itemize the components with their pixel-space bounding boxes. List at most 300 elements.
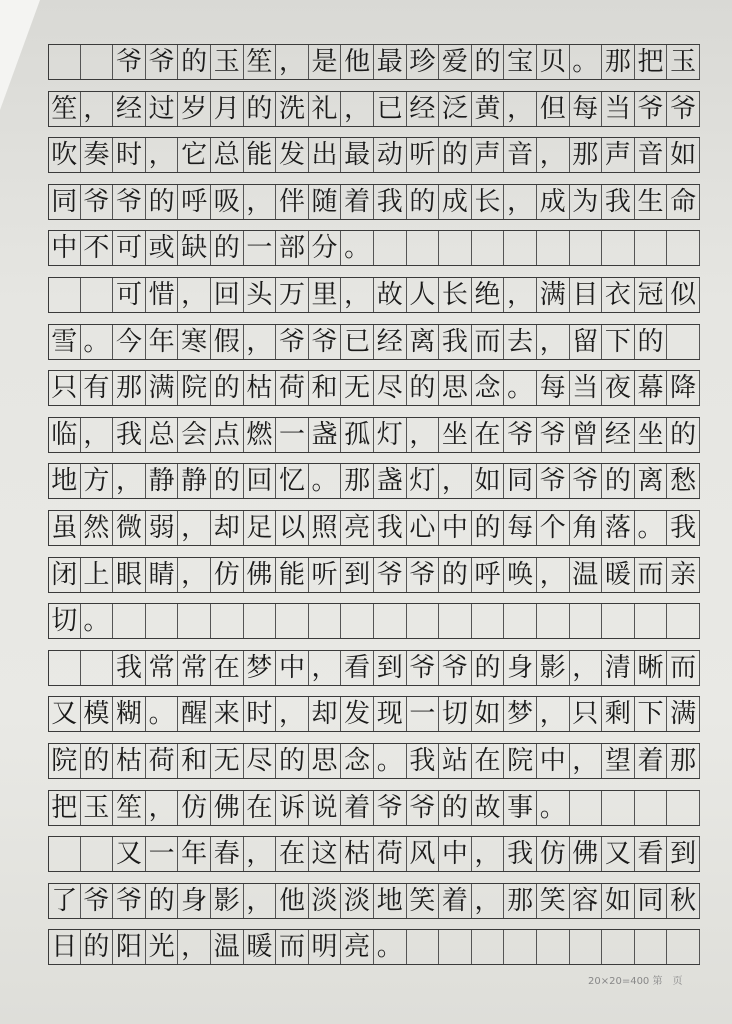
grid-cell: 寒 [178,325,211,359]
grid-cell: 那 [504,884,537,918]
grid-cell: 的 [472,511,505,545]
grid-cell: 故 [472,791,505,825]
grid-cell: 梦 [244,651,277,685]
grid-cell: 成 [439,185,472,219]
grid-cell: 爷 [146,45,179,79]
grid-cell: 我 [504,837,537,871]
grid-cell: 爷 [113,185,146,219]
grid-cell: 它 [178,138,211,172]
grid-row [48,650,700,686]
grid-cell [439,231,472,265]
grid-cell [48,651,81,685]
grid-cell: 爷 [635,92,668,126]
grid-cell: 着 [439,884,472,918]
grid-cell: 离 [407,325,440,359]
grid-cell: 和 [178,744,211,778]
grid-cell: 。 [309,464,342,498]
grid-cell [81,278,114,312]
grid-cell: 坐 [635,418,668,452]
grid-cell: 声 [472,138,505,172]
grid-cell: 在 [211,651,244,685]
grid-cell: 念 [472,371,505,405]
grid-cell: 听 [309,558,342,592]
grid-cell: 燃 [244,418,277,452]
grid-cell: 只 [48,371,81,405]
grid-cell: 。 [635,511,668,545]
grid-cell: 又 [602,837,635,871]
grid-cell: 说 [309,791,342,825]
grid-cell: 如 [472,697,505,731]
grid-cell [407,231,440,265]
grid-cell: ， [537,138,570,172]
grid-cell: 着 [341,185,374,219]
grid-row [48,44,700,80]
grid-cell: 当 [570,371,603,405]
grid-cell: 淡 [309,884,342,918]
grid-cell: 容 [570,884,603,918]
grid-cell: 荷 [374,837,407,871]
grid-cell: 现 [374,697,407,731]
grid-cell: 院 [48,744,81,778]
grid-cell: 这 [309,837,342,871]
grid-cell: 身 [178,884,211,918]
grid-cell: 留 [570,325,603,359]
grid-cell: 同 [48,185,81,219]
grid-cell: 听 [407,138,440,172]
grid-cell: 院 [504,744,537,778]
grid-cell: 缺 [178,231,211,265]
grid-cell: 爷 [374,791,407,825]
grid-cell [635,791,668,825]
grid-cell: 爷 [374,558,407,592]
grid-row [48,324,700,360]
grid-cell: 爷 [113,884,146,918]
grid-cell [537,604,570,638]
grid-cell [472,604,505,638]
grid-cell: 长 [472,185,505,219]
grid-cell: 看 [341,651,374,685]
grid-cell [309,604,342,638]
grid-cell [537,930,570,964]
grid-cell: ， [341,92,374,126]
grid-cell: 他 [341,45,374,79]
grid-cell: 有 [81,371,114,405]
grid-cell: 无 [211,744,244,778]
grid-cell: 经 [602,418,635,452]
grid-cell: 的 [472,45,505,79]
grid-cell: 风 [407,837,440,871]
grid-cell [570,231,603,265]
grid-cell: 绝 [472,278,505,312]
grid-cell: 可 [113,278,146,312]
grid-cell: 我 [113,651,146,685]
grid-cell [602,231,635,265]
grid-cell: 足 [244,511,277,545]
grid-row [48,370,700,406]
grid-cell: 命 [667,185,700,219]
grid-cell: 一 [146,837,179,871]
grid-cell: 或 [146,231,179,265]
grid-cell: 似 [667,278,700,312]
grid-cell: ， [244,185,277,219]
grid-cell: ， [113,464,146,498]
grid-cell: 目 [570,278,603,312]
grid-cell: 又 [113,837,146,871]
grid-cell: 的 [211,231,244,265]
grid-cell: 灯 [374,418,407,452]
grid-cell [211,604,244,638]
grid-cell: 黄 [472,92,505,126]
grid-cell [667,604,700,638]
grid-cell: 发 [276,138,309,172]
grid-cell [667,791,700,825]
grid-cell: 亮 [341,930,374,964]
grid-cell [341,604,374,638]
grid-cell: 无 [341,371,374,405]
grid-cell: 中 [537,744,570,778]
grid-cell: ， [570,651,603,685]
grid-cell: 过 [146,92,179,126]
grid-cell [537,231,570,265]
grid-cell [48,837,81,871]
grid-cell: 点 [211,418,244,452]
grid-cell: 的 [439,558,472,592]
grid-cell: ， [244,325,277,359]
grid-cell [407,930,440,964]
grid-cell: 。 [570,45,603,79]
grid-cell: ， [537,558,570,592]
grid-cell: 佛 [211,791,244,825]
grid-cell: 佛 [244,558,277,592]
grid-cell: 笑 [537,884,570,918]
grid-cell: 冠 [635,278,668,312]
grid-cell [374,604,407,638]
grid-cell [81,651,114,685]
grid-cell: 会 [178,418,211,452]
grid-cell: 温 [211,930,244,964]
grid-cell: 临 [48,418,81,452]
grid-cell: 随 [309,185,342,219]
grid-cell: 经 [113,92,146,126]
grid-cell: 在 [276,837,309,871]
grid-cell: 荷 [146,744,179,778]
grid-row [48,743,700,779]
page-footer: 20×20=400 第 页 [588,976,683,987]
grid-cell: 眼 [113,558,146,592]
grid-cell: 头 [244,278,277,312]
grid-row [48,417,700,453]
grid-cell: 夜 [602,371,635,405]
grid-cell: 但 [537,92,570,126]
grid-cell: 影 [537,651,570,685]
grid-cell: 雪 [48,325,81,359]
grid-cell: ， [472,837,505,871]
grid-cell: 爷 [667,92,700,126]
grid-cell: 而 [635,558,668,592]
grid-cell: 地 [48,464,81,498]
grid-cell: 望 [602,744,635,778]
grid-cell: 院 [178,371,211,405]
grid-cell: 出 [309,138,342,172]
grid-cell: 弱 [146,511,179,545]
grid-row [48,277,700,313]
grid-cell: ， [178,930,211,964]
grid-cell: 我 [667,511,700,545]
grid-cell: 看 [635,837,668,871]
grid-cell: 站 [439,744,472,778]
grid-cell [407,604,440,638]
grid-cell: 总 [146,418,179,452]
grid-row [48,510,700,546]
grid-cell: 爷 [537,464,570,498]
grid-cell: 如 [472,464,505,498]
grid-cell: 的 [407,185,440,219]
grid-cell: 万 [276,278,309,312]
grid-cell: 糊 [113,697,146,731]
grid-cell: 却 [309,697,342,731]
grid-cell: 惜 [146,278,179,312]
grid-cell [472,231,505,265]
grid-cell: 秋 [667,884,700,918]
grid-row [48,184,700,220]
grid-cell: 枯 [113,744,146,778]
grid-cell: 那 [113,371,146,405]
grid-cell: 在 [472,418,505,452]
grid-cell: 经 [374,325,407,359]
grid-cell: 他 [276,884,309,918]
grid-cell [178,604,211,638]
grid-cell: 吸 [211,185,244,219]
grid-cell: 玉 [81,791,114,825]
grid-cell: 着 [341,791,374,825]
grid-row [48,696,700,732]
grid-cell: 的 [211,371,244,405]
grid-cell [667,930,700,964]
grid-cell: 音 [635,138,668,172]
grid-cell: 常 [146,651,179,685]
grid-cell: 时 [244,697,277,731]
grid-cell: 去 [504,325,537,359]
grid-cell: 念 [341,744,374,778]
grid-cell: ， [146,138,179,172]
grid-cell [570,791,603,825]
grid-cell: 到 [341,558,374,592]
grid-cell: 能 [276,558,309,592]
grid-cell: ， [537,325,570,359]
grid-cell [244,604,277,638]
grid-cell: 暖 [244,930,277,964]
grid-cell: 那 [570,138,603,172]
grid-cell: 呼 [472,558,505,592]
grid-cell: 我 [374,185,407,219]
grid-cell: 孤 [341,418,374,452]
grid-cell [635,604,668,638]
grid-cell: ， [81,418,114,452]
grid-cell: 笑 [407,884,440,918]
grid-cell: 爷 [504,418,537,452]
grid-cell: 日 [48,930,81,964]
grid-cell: 。 [537,791,570,825]
grid-cell [504,930,537,964]
grid-cell: ， [244,884,277,918]
grid-cell: 今 [113,325,146,359]
grid-cell: 暖 [602,558,635,592]
grid-cell: 为 [570,185,603,219]
grid-cell [667,231,700,265]
grid-cell: 。 [341,231,374,265]
grid-cell: 的 [146,185,179,219]
grid-cell: 又 [48,697,81,731]
grid-cell: 爱 [439,45,472,79]
grid-cell: 动 [374,138,407,172]
grid-cell: 里 [309,278,342,312]
grid-cell: 每 [504,511,537,545]
grid-row [48,230,700,266]
grid-cell: 部 [276,231,309,265]
grid-cell: ， [439,464,472,498]
grid-cell: 身 [504,651,537,685]
grid-cell: 成 [537,185,570,219]
grid-cell: 岁 [178,92,211,126]
grid-cell: 同 [635,884,668,918]
grid-cell [602,791,635,825]
grid-cell [667,325,700,359]
grid-cell: 忆 [276,464,309,498]
grid-cell [81,837,114,871]
grid-cell: 却 [211,511,244,545]
grid-cell [602,930,635,964]
grid-cell: 。 [374,744,407,778]
grid-cell: 爷 [276,325,309,359]
grid-cell: 音 [504,138,537,172]
grid-cell: 把 [635,45,668,79]
grid-cell: 不 [81,231,114,265]
grid-cell: 模 [81,697,114,731]
grid-cell: 如 [602,884,635,918]
grid-cell [570,604,603,638]
grid-cell [570,930,603,964]
grid-cell: 笙 [48,92,81,126]
grid-cell: 佛 [570,837,603,871]
grid-cell: 的 [472,651,505,685]
grid-cell: 仿 [537,837,570,871]
grid-cell: 虽 [48,511,81,545]
grid-cell: 方 [81,464,114,498]
grid-cell: 来 [211,697,244,731]
grid-cell: 爷 [407,651,440,685]
grid-cell: 离 [635,464,668,498]
grid-cell: 降 [667,371,700,405]
grid-cell: 静 [178,464,211,498]
grid-cell: 到 [667,837,700,871]
grid-cell: 地 [374,884,407,918]
grid-cell: 当 [602,92,635,126]
grid-cell: 中 [439,511,472,545]
grid-cell: 晰 [635,651,668,685]
grid-cell: 心 [407,511,440,545]
grid-cell: 枯 [244,371,277,405]
grid-row [48,929,700,965]
grid-row [48,603,700,639]
grid-cell: 亮 [341,511,374,545]
grid-cell: 我 [113,418,146,452]
grid-cell: 的 [178,45,211,79]
grid-row [48,883,700,919]
grid-cell: 一 [276,418,309,452]
grid-cell: ， [244,837,277,871]
grid-cell: 以 [276,511,309,545]
grid-cell: 荷 [276,371,309,405]
grid-cell: 盏 [309,418,342,452]
grid-cell: 玉 [667,45,700,79]
grid-cell: ， [146,791,179,825]
grid-cell: 假 [211,325,244,359]
grid-cell: 的 [146,884,179,918]
grid-cell: 爷 [407,558,440,592]
grid-cell: 月 [211,92,244,126]
grid-cell: ， [504,278,537,312]
grid-cell: 爷 [439,651,472,685]
grid-cell: 伴 [276,185,309,219]
grid-cell: 落 [602,511,635,545]
grid-cell: 灯 [407,464,440,498]
grid-cell: 静 [146,464,179,498]
grid-cell: 时 [113,138,146,172]
grid-cell: 温 [570,558,603,592]
grid-cell: 闭 [48,558,81,592]
grid-cell: 分 [309,231,342,265]
grid-cell: 的 [81,930,114,964]
grid-cell: 和 [309,371,342,405]
grid-cell [48,278,81,312]
grid-row [48,137,700,173]
grid-cell: 爷 [407,791,440,825]
grid-cell: ， [570,744,603,778]
grid-cell: ， [81,92,114,126]
grid-cell: 个 [537,511,570,545]
grid-cell: ， [341,278,374,312]
grid-cell: 常 [178,651,211,685]
grid-cell: 尽 [374,371,407,405]
grid-cell: 年 [178,837,211,871]
grid-cell: 幕 [635,371,668,405]
grid-cell [504,231,537,265]
grid-cell: 爷 [113,45,146,79]
grid-cell: 切 [439,697,472,731]
grid-cell: ， [276,45,309,79]
grid-cell: 阳 [113,930,146,964]
grid-cell: 光 [146,930,179,964]
grid-cell: 的 [602,464,635,498]
grid-cell: 可 [113,231,146,265]
grid-cell [602,604,635,638]
grid-cell: 回 [244,464,277,498]
grid-cell: 的 [211,464,244,498]
grid-cell: 角 [570,511,603,545]
grid-cell: ， [472,884,505,918]
grid-cell: 下 [635,697,668,731]
grid-cell: 经 [407,92,440,126]
grid-cell: 下 [602,325,635,359]
grid-cell: 在 [244,791,277,825]
grid-cell: 坐 [439,418,472,452]
grid-cell: 爷 [81,884,114,918]
grid-cell: 曾 [570,418,603,452]
grid-cell: 已 [341,325,374,359]
grid-cell [374,231,407,265]
grid-cell: 那 [341,464,374,498]
grid-cell: 着 [635,744,668,778]
